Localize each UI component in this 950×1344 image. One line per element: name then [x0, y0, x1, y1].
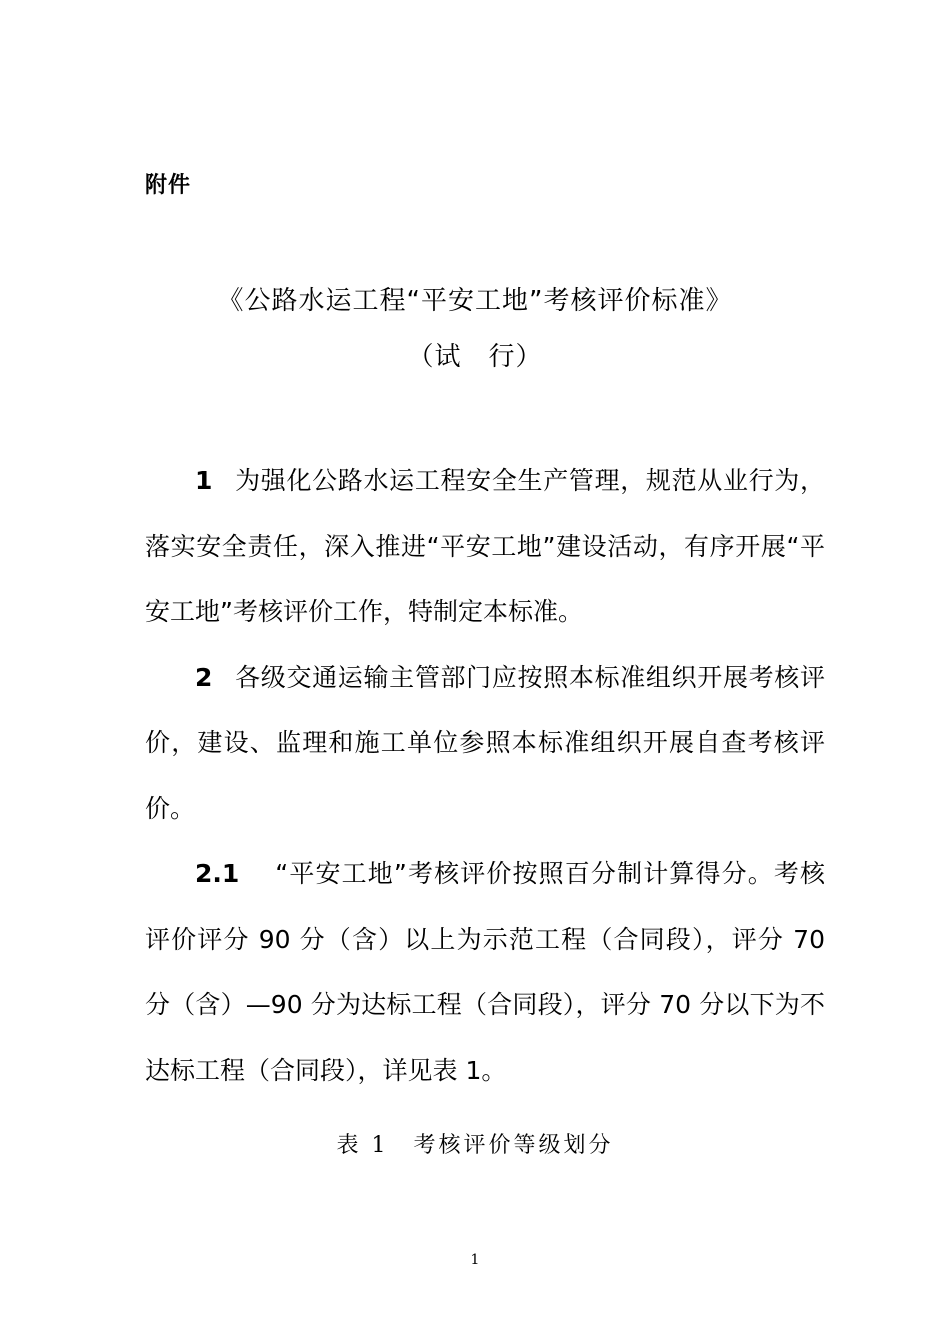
document-subtitle: （试 行）: [407, 342, 543, 372]
paragraph-number: 1: [195, 466, 213, 495]
paragraph-text: 为强化公路水运工程安全生产管理，规范从业行为，落实安全责任，深入推进“平安工地”建设活动，有序开展“平安工地”考核评价工作，特制定本标准。: [145, 466, 825, 626]
attachment-label: 附件: [145, 173, 192, 198]
paragraph-number: 2: [195, 662, 213, 692]
paragraph-1: [145, 448, 825, 645]
paragraph-number: 2.1: [195, 859, 240, 888]
paragraph-text: “平安工地”考核评价按照百分制计算得分。考核评价评分 90 分（含）以上为示范工程（合同段），评分 70 分（含）—90 分为达标工程（合同段），评分 70 分以下为不达标工程（合同段），详见表 1。: [145, 859, 825, 1085]
page-number: 1: [470, 1252, 480, 1268]
table-caption: 表 1 考核评价等级划分: [336, 1133, 614, 1158]
document-title: 《公路水运工程“平安工地”考核评价标准》: [217, 286, 733, 316]
paragraph-text: 各级交通运输主管部门应按照本标准组织开展考核评价，建设、监理和施工单位参照本标准组织开展自查考核评价。: [145, 662, 825, 823]
document-body: [145, 448, 825, 1103]
paragraph-2-1: [145, 841, 825, 1103]
paragraph-2: [145, 645, 825, 842]
